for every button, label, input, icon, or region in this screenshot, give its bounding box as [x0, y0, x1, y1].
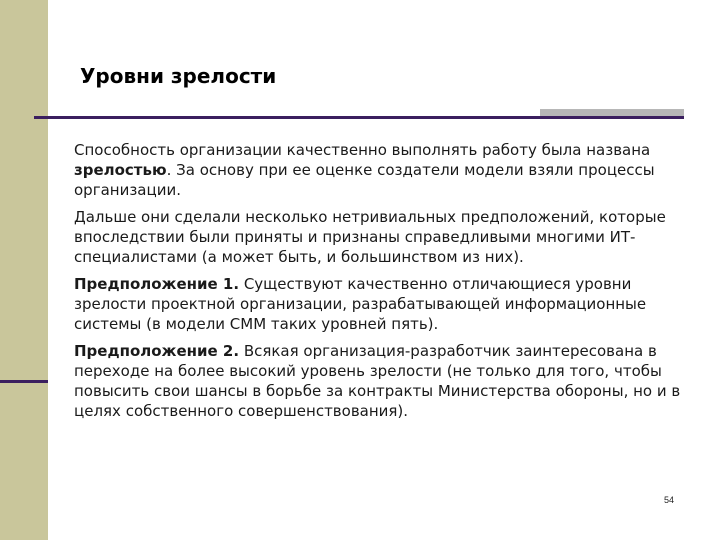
paragraph-assumption-1 — [74, 274, 690, 334]
side-decor-line — [0, 380, 48, 383]
paragraph-text: Всякая организация-разработчик заинтересована в переходе на более высокий уровень зрелости (не только для того, чтобы повысить свои шансы в борьбе за контракты Министерства обороны, но и в целях собственного совершенствования). — [74, 342, 681, 420]
paragraph-assumption-2 — [74, 341, 690, 421]
page-number: 54 — [664, 495, 675, 505]
paragraph-text: Способность организации качественно выполнять работу была названа — [74, 141, 651, 159]
paragraph-assumptions-intro — [74, 207, 690, 267]
paragraph-text: Дальше они сделали несколько нетривиальных предположений, которые впоследствии были приняты и признаны справедливыми многими ИТ-специалистами (а может быть, и большинством из них). — [74, 208, 666, 266]
paragraph-text: Существуют качественно отличающиеся уровни зрелости проектной организации, разрабатывающей информационные системы (в модели СММ таких уровней пять). — [74, 275, 647, 333]
paragraph-maturity-definition — [74, 140, 690, 200]
slide-body — [74, 140, 690, 428]
paragraph-text: . За основу при ее оценке создатели модели взяли процессы организации. — [74, 161, 655, 199]
title-divider — [34, 116, 684, 119]
side-decor-bar — [0, 0, 48, 540]
assumption-1-label: Предположение 1. — [74, 275, 240, 293]
term-maturity: зрелостью — [74, 161, 167, 179]
slide-title: Уровни зрелости — [80, 64, 277, 88]
assumption-2-label: Предположение 2. — [74, 342, 240, 360]
